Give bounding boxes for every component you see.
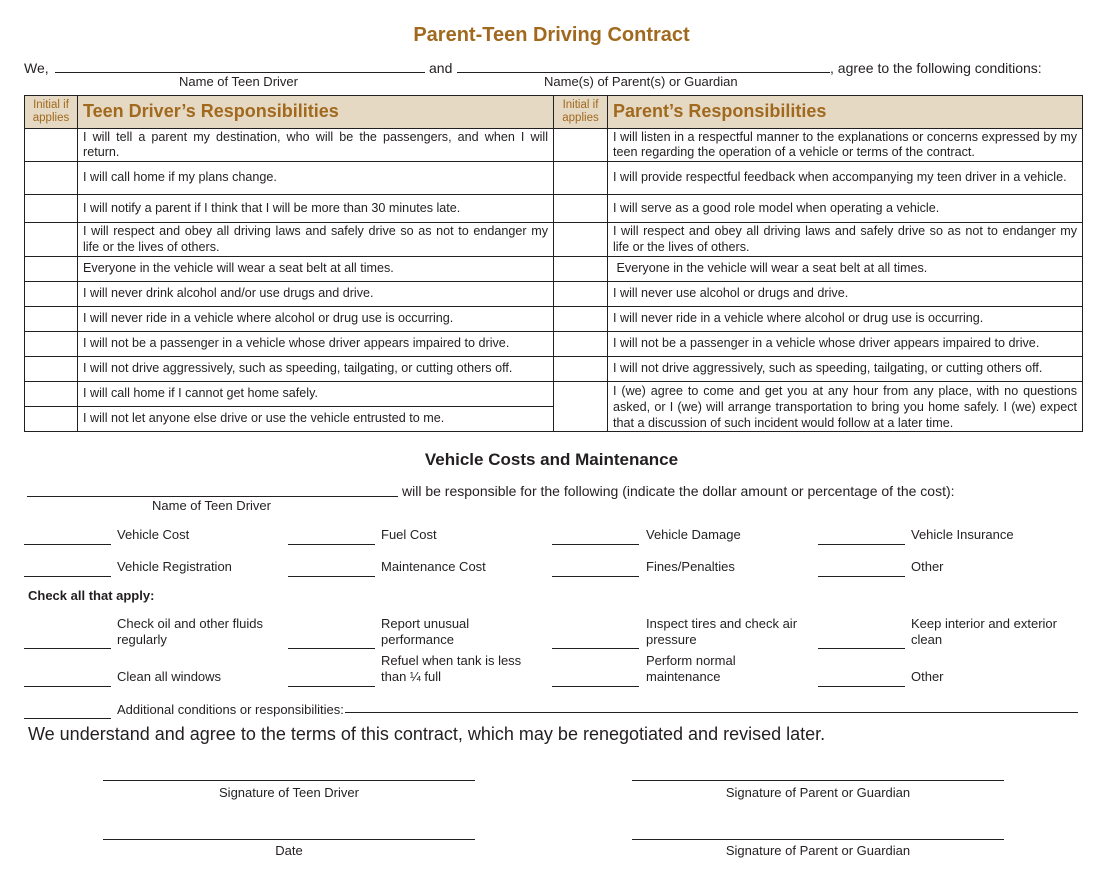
table-header-row [25,96,1083,129]
teen-initial-field[interactable] [25,407,78,432]
clean-windows-field[interactable] [24,686,111,687]
parent-item: I will serve as a good role model when operating a vehicle. [608,195,1083,223]
inspect-tires-line2: pressure [646,632,697,647]
inspect-tires-field[interactable] [552,648,639,649]
date-field[interactable] [103,839,475,840]
vehicle-registration-field[interactable] [24,576,111,577]
inspect-tires-label [646,616,797,648]
teen-item: I will not be a passenger in a vehicle whose driver appears impaired to drive. [78,332,554,357]
fuel-cost-field[interactable] [288,544,375,545]
parent-item: I will listen in a respectful manner to the explanations or concerns expressed by my teen regarding the operation of a vehicle or terms of the contract. [608,129,1083,162]
parent-initial-field[interactable] [554,162,608,195]
teen-item: I will respect and obey all driving laws and safely drive so as not to endanger my life or the lives of others. [78,223,554,257]
parent-initial-field[interactable] [554,257,608,282]
document-title: Parent-Teen Driving Contract [413,24,690,46]
teen-signature-field[interactable] [103,780,475,781]
refuel-line2: than ¼ full [381,669,441,684]
refuel-field[interactable] [288,686,375,687]
keep-clean-label [911,616,1057,648]
parent-signature-1-label: Signature of Parent or Guardian [725,785,911,800]
keep-clean-field[interactable] [818,648,905,649]
report-performance-label [381,616,469,648]
parent-initial-field[interactable] [554,357,608,382]
vehicle-insurance-label: Vehicle Insurance [911,527,1014,542]
parent-initial-field[interactable] [554,129,608,162]
teen-item: I will notify a parent if I think that I will be more than 30 minutes late. [78,195,554,223]
refuel-label [381,653,521,685]
parent-initial-field[interactable] [554,223,608,257]
check-oil-label [117,616,263,648]
vehicle-cost-label: Vehicle Cost [117,527,190,542]
other-cost-label: Other [911,559,944,574]
teen-initial-field[interactable] [25,357,78,382]
fines-penalties-label: Fines/Penalties [646,559,735,574]
initial-label-line1: Initial if [33,99,69,111]
teen-item: I will call home if I cannot get home safely. [78,382,554,407]
teen-name-field[interactable] [55,72,425,73]
teen-item: Everyone in the vehicle will wear a seat belt at all times. [78,257,554,282]
teen-item: I will not let anyone else drive or use the vehicle entrusted to me. [78,407,554,432]
parent-initial-field[interactable] [554,307,608,332]
vehicle-damage-field[interactable] [552,544,639,545]
teen-item: I will tell a parent my destination, who will be the passengers, and when I will return. [78,129,554,162]
fines-penalties-field[interactable] [552,576,639,577]
parent-initial-field[interactable] [554,195,608,223]
table-row [25,223,1083,257]
table-row [25,332,1083,357]
teen-initial-field[interactable] [25,282,78,307]
table-row [25,357,1083,382]
additional-conditions-field[interactable] [345,712,1078,713]
teen-responsibilities-header: Teen Driver’s Responsibilities [78,96,554,129]
parent-signature-2-field[interactable] [632,839,1004,840]
initial-label-line2: applies [562,112,599,124]
costs-teen-name-label: Name of Teen Driver [152,498,271,513]
refuel-line1: Refuel when tank is less [381,653,522,668]
intro-we: We, [24,60,49,76]
teen-initial-field[interactable] [25,307,78,332]
report-performance-line2: performance [381,632,454,647]
parent-item: I (we) agree to come and get you at any hour from any place, with no questions asked, or I (we) will arrange transportation to bring you home safely. I (we) expect that a discussion of such incident would follow at a later time. [608,382,1083,432]
parent-signature-2-label: Signature of Parent or Guardian [725,843,911,858]
other-check-field[interactable] [818,686,905,687]
clean-windows-line2: Clean all windows [117,669,222,684]
parent-item: I will never use alcohol or drugs and drive. [608,282,1083,307]
table-row [25,307,1083,332]
parent-responsibilities-header: Parent’s Responsibilities [608,96,1083,129]
initial-label-line2: applies [32,112,70,124]
clean-windows-line1 [117,653,121,668]
parent-signature-1-field[interactable] [632,780,1004,781]
other-check-line2: Other [911,669,944,684]
responsibilities-table [24,95,1083,432]
parent-item: I will never ride in a vehicle where alcohol or drug use is occurring. [608,307,1083,332]
perform-maintenance-line2: maintenance [646,669,721,684]
parent-item: I will provide respectful feedback when accompanying my teen driver in a vehicle. [608,162,1083,195]
additional-check-field[interactable] [24,718,111,719]
parent-initial-field[interactable] [554,382,608,432]
teen-signature-label: Signature of Teen Driver [219,785,359,800]
check-oil-line1: Check oil and other fluids [117,616,263,631]
agreement-statement: We understand and agree to the terms of this contract, which may be renegotiated and revised later. [28,724,826,744]
keep-clean-line1: Keep interior and exterior [911,616,1057,631]
teen-initial-field[interactable] [25,195,78,223]
intro-and: and [429,60,453,76]
inspect-tires-line1: Inspect tires and check air [646,616,798,631]
teen-initial-field[interactable] [25,223,78,257]
maintenance-cost-field[interactable] [288,576,375,577]
maintenance-cost-label: Maintenance Cost [381,559,486,574]
report-performance-line1: Report unusual [381,616,470,631]
teen-item: I will never drink alcohol and/or use drugs and drive. [78,282,554,307]
additional-label: Additional conditions or responsibilities: [117,702,344,717]
teen-name-label: Name of Teen Driver [179,74,298,89]
table-row [25,129,1083,162]
clean-windows-label [117,653,221,685]
teen-item: I will not drive aggressively, such as speeding, tailgating, or cutting others off. [78,357,554,382]
teen-initial-field[interactable] [25,332,78,357]
teen-initial-field[interactable] [25,257,78,282]
report-performance-field[interactable] [288,648,375,649]
parent-name-label: Name(s) of Parent(s) or Guardian [544,74,738,89]
teen-initial-field[interactable] [25,382,78,407]
table-row [25,257,1083,282]
vehicle-registration-label: Vehicle Registration [117,559,232,574]
parent-item: I will not drive aggressively, such as speeding, tailgating, or cutting others off. [608,357,1083,382]
teen-item: I will call home if my plans change. [78,162,554,195]
fuel-cost-label: Fuel Cost [381,527,437,542]
checklist-heading: Check all that apply: [28,588,155,603]
perform-maintenance-field[interactable] [552,686,639,687]
initial-label-line1: Initial if [562,99,599,111]
parent-item: I will not be a passenger in a vehicle whose driver appears impaired to drive. [608,332,1083,357]
table-row [25,382,1083,407]
parent-item: Everyone in the vehicle will wear a seat belt at all times. [608,257,1083,282]
other-cost-field[interactable] [818,576,905,577]
other-check-line1 [911,653,915,668]
costs-teen-name-field[interactable] [27,496,398,497]
perform-maintenance-line1: Perform normal [646,653,736,668]
teen-item: I will never ride in a vehicle where alcohol or drug use is occurring. [78,307,554,332]
check-oil-field[interactable] [24,648,111,649]
parent-item: I will respect and obey all driving laws and safely drive so as not to endanger my life or the lives of others. [608,223,1083,257]
other-check-label [911,653,944,685]
teen-initial-field[interactable] [25,129,78,162]
parent-initial-field[interactable] [554,282,608,307]
vehicle-insurance-field[interactable] [818,544,905,545]
intro-agree: , agree to the following conditions: [830,60,1042,76]
costs-responsible-text: will be responsible for the following (indicate the dollar amount or percentage of the cost): [402,483,955,499]
vehicle-damage-label: Vehicle Damage [646,527,741,542]
perform-maintenance-label [646,653,736,685]
costs-section-title: Vehicle Costs and Maintenance [424,450,679,469]
table-row [25,195,1083,223]
teen-initial-field[interactable] [25,162,78,195]
table-row [25,282,1083,307]
parent-initial-header [554,96,608,129]
keep-clean-line2: clean [911,632,943,647]
parent-initial-field[interactable] [554,332,608,357]
table-row [25,162,1083,195]
parent-name-field[interactable] [457,72,830,73]
teen-initial-header [25,96,78,129]
date-label: Date [275,843,303,858]
vehicle-cost-field[interactable] [24,544,111,545]
check-oil-line2: regularly [117,632,167,647]
